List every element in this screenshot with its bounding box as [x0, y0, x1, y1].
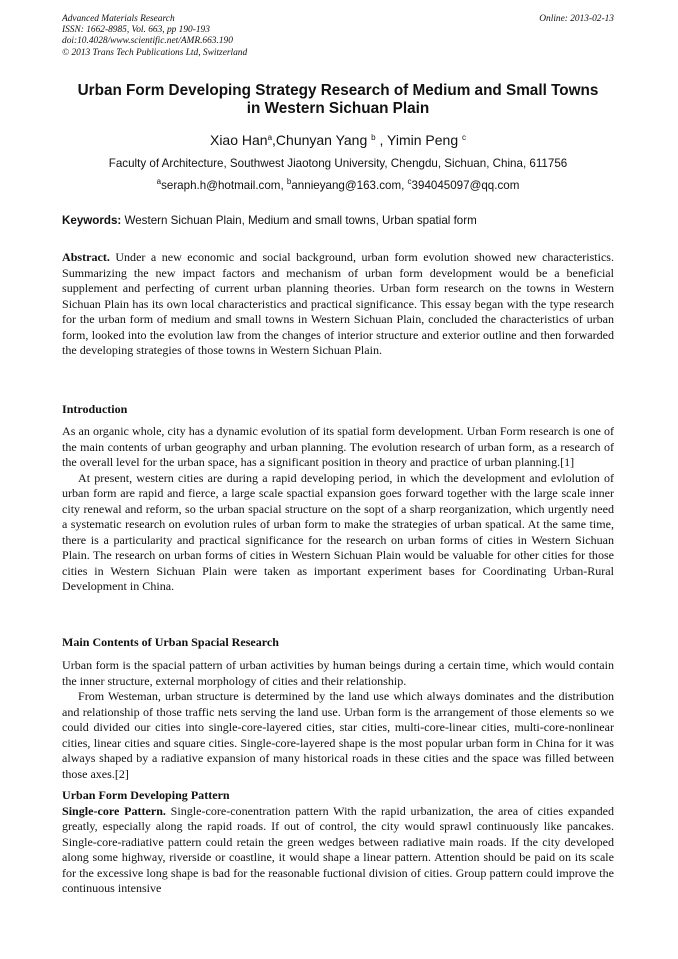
online-date: Online: 2013-02-13 [539, 14, 614, 24]
author-emails [62, 178, 614, 193]
paragraph-text: Single-core-conentration pattern With the rapid urbanization, the area of cities expanded greatly, especially along the rapid roads. If out of control, the city would sprawl continuously like pancakes. Single-core-radiative pattern could retain the green wedges between radiative main roads. If the city developed along some highway, riverside or coastline, it would shape a linear pattern. Attention should be paid on its scale for the excessive long shape is bad for the reasonable fuctional division of cities. Group pattern could improve the continuous intensive [62, 803, 614, 895]
email-address: annieyang@163.com, [291, 179, 408, 192]
keywords-label: Keywords: [62, 214, 122, 227]
paragraph: As an organic whole, city has a dynamic evolution of its spatial form development. Urban Form research is one of the main contents of urban geography and urban planning. The evolution research of urban form, as a research of the overall level for the urban space, has a significant position in theory and practice of urban planning.[1] [62, 424, 614, 469]
email-address: seraph.h@hotmail.com, [161, 179, 287, 192]
paragraph: From Westeman, urban structure is determined by the land use which always dominates and the distribution and relationship of those traffic nets serving the land use. Urban form is the arrangement of those elements so we could divided our cities into single-core-layered cities, star cities, multi-core-linear cities, multi-core-nonlinear cities, linear cities and square cities. Single-core-layered shape is the most popular urban form in China for it was always shaped by a radiative expansion of many historical roads in these cities and the space was filled between those axes.[2] [62, 689, 614, 781]
issn-line: ISSN: 1662-8985, Vol. 663, pp 190-193 [62, 25, 210, 36]
paragraph: Urban form is the spacial pattern of urban activities by human beings during a certain time, which would contain the inner structure, external morphology of cities and their relationship. [62, 658, 614, 688]
email-superscript: b [286, 177, 292, 186]
keywords-text: Western Sichuan Plain, Medium and small towns, Urban spatial form [121, 214, 477, 227]
affiliation: Faculty of Architecture, Southwest Jiaotong University, Chengdu, Sichuan, China, 611756 [108, 157, 568, 170]
author-name: ,Chunyan Yang [272, 132, 372, 148]
author-superscript: c [462, 133, 466, 142]
author-list [62, 131, 614, 149]
section-heading-introduction: Introduction [62, 402, 128, 416]
abstract-text: Under a new economic and social background, urban form evolution showed new characteristics. Summarizing the new impact factors and mechanism of urban form development would be a beneficial supplement and perfecting of current urban planning theories. Urban form research on the towns in Western Sichuan Plain has its own local characteristics and practical significance. This essay began with the type research for the urban form of medium and small towns in Western Sichuan Plain, concluded the characteristics of urban form, looked into the evolution law from the changes of interior structure and exterior outline and then forwarded the developing strategies of those towns in Western Sichuan Plain. [62, 250, 614, 357]
paragraph: At present, western cities are during a rapid developing period, in which the development and evlolution of urban form are rapid and fierce, a large scale spactial expansion goes forward together with the large scale inner city renewal and reform, so the urban spacial structure on the sopt of a sharp reorganization, which urgently need a systematic research on evolution rules of urban form to make the strategies of urban spatical. At the same time, there is a particularity and practical significance for the research on urban forms of cities in Western Sichuan Plain. The research on urban forms of cities in Western Sichuan Plain would be valuable for other cities for those cities in Western Sichuan Plain were taken as important experiment bases for Coordinating Urban-Rural Development in China. [62, 470, 614, 593]
journal-header [62, 14, 614, 59]
abstract-section [62, 250, 614, 359]
email-superscript: a [156, 177, 162, 186]
developing-pattern-section [62, 788, 614, 897]
author-superscript: a [267, 133, 273, 142]
title-line-2: in Western Sichuan Plain [246, 100, 430, 117]
journal-name: Advanced Materials Research [62, 14, 175, 24]
section-heading-main-contents: Main Contents of Urban Spacial Research [62, 635, 279, 649]
introduction-section [62, 424, 614, 595]
abstract-label: Abstract. [62, 250, 110, 264]
main-contents-section [62, 658, 614, 782]
title-line-1: Urban Form Developing Strategy Research of Medium and Small Towns [77, 82, 599, 99]
keywords-line [62, 213, 614, 228]
copyright-line: © 2013 Trans Tech Publications Ltd, Switzerland [62, 47, 248, 58]
author-superscript: b [371, 133, 376, 142]
section-heading-developing-pattern: Urban Form Developing Pattern [62, 788, 230, 802]
author-name: , Yimin Peng [375, 132, 462, 148]
abstract-paragraph [62, 250, 614, 359]
paper-title [62, 82, 614, 118]
author-name: Xiao Han [209, 132, 268, 148]
paragraph [62, 804, 614, 897]
email-superscript: c [407, 177, 412, 186]
subsection-label: Single-core Pattern. [62, 803, 166, 818]
email-address: 394045097@qq.com [411, 179, 520, 192]
doi-line: doi:10.4028/www.scientific.net/AMR.663.190 [62, 36, 233, 47]
